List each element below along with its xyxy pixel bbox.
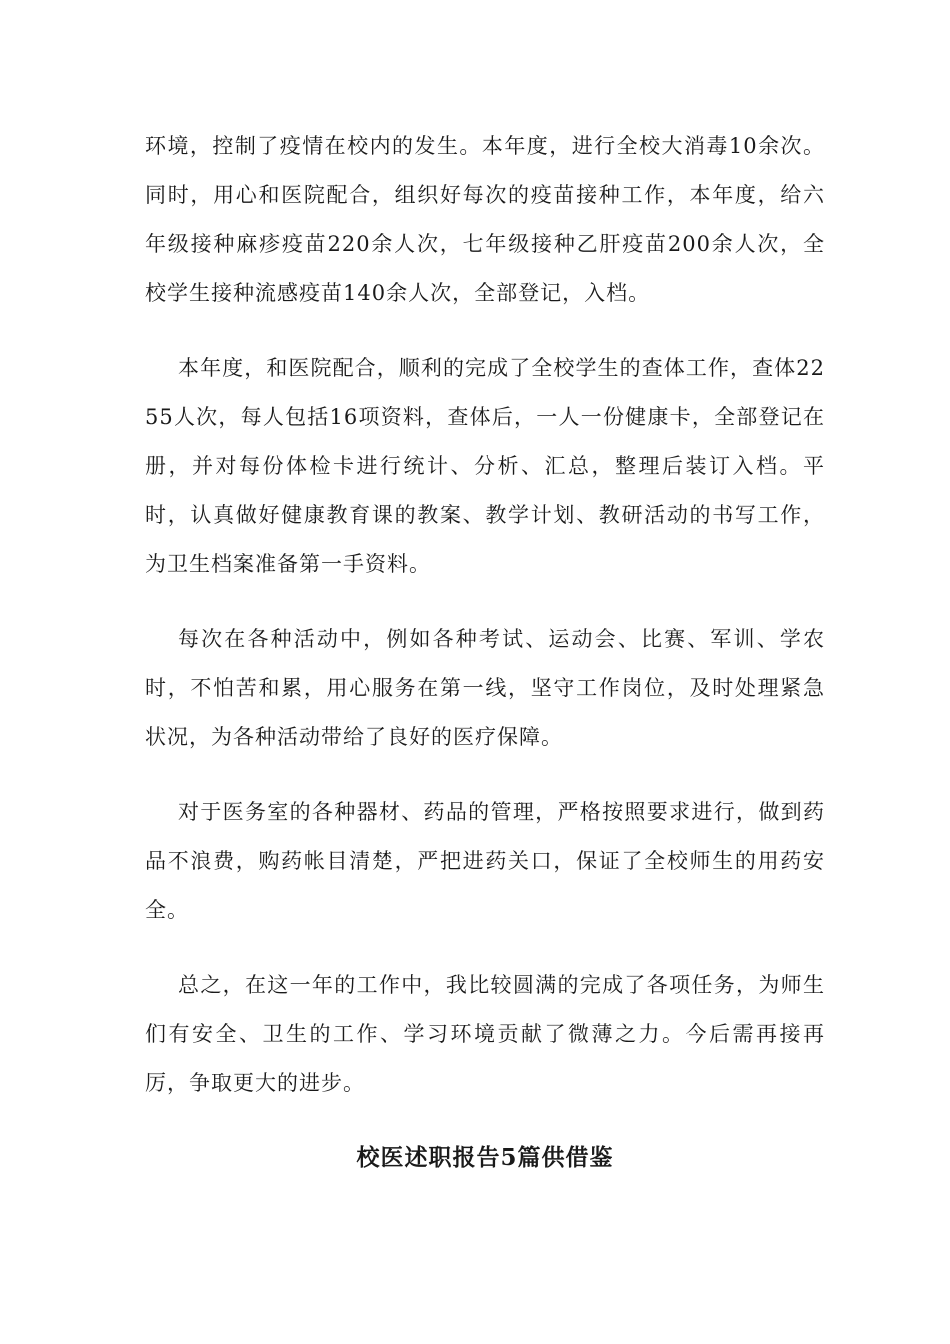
section-title: 校医述职报告5篇供借鉴 [356,1144,614,1171]
paragraph-4: 对于医务室的各种器材、药品的管理，严格按照要求进行，做到药品不浪费，购药帐目清楚，严把进药关口，保证了全校师生的用药安全。 [145,800,825,922]
paragraph-5: 总之，在这一年的工作中，我比较圆满的完成了各项任务，为师生们有安全、卫生的工作、学习环境贡献了微薄之力。今后需再接再厉，争取更大的进步。 [145,973,825,1095]
paragraph-2: 本年度，和医院配合，顺利的完成了全校学生的查体工作，查体2255人次，每人包括16项资料，查体后，一人一份健康卡，全部登记在册，并对每份体检卡进行统计、分析、汇总，整理后装订入档。平时，认真做好健康教育课的教案、教学计划、教研活动的书写工作，为卫生档案准备第一手资料。 [145,356,825,576]
paragraph-1: 环境，控制了疫情在校内的发生。本年度，进行全校大消毒10余次。同时，用心和医院配合，组织好每次的疫苗接种工作，本年度，给六年级接种麻疹疫苗220余人次，七年级接种乙肝疫苗200余人次，全校学生接种流感疫苗140余人次，全部登记，入档。 [145,134,825,305]
paragraph-3: 每次在各种活动中，例如各种考试、运动会、比赛、军训、学农时，不怕苦和累，用心服务在第一线，坚守工作岗位，及时处理紧急状况，为各种活动带给了良好的医疗保障。 [145,627,825,749]
document-body [145,122,825,1108]
